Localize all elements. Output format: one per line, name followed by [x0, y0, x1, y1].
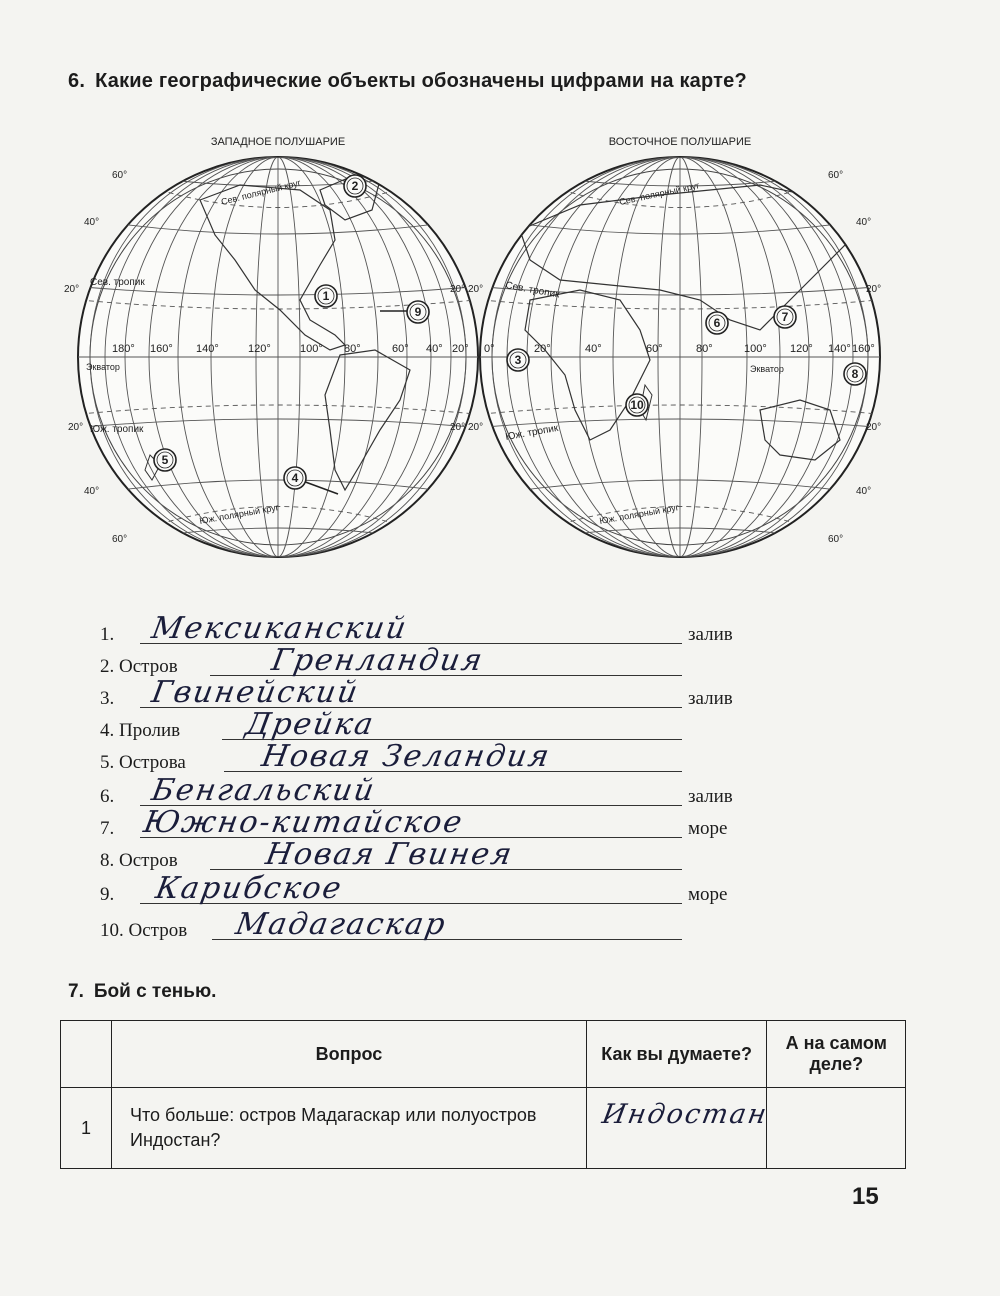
lon-label: 40°	[426, 343, 443, 355]
lat-label: 20°	[68, 422, 84, 433]
task-title: Какие географические объекты обозначены цифрами на карте?	[95, 70, 747, 92]
lon-label: 140°	[828, 343, 851, 355]
lon-label: 40°	[585, 343, 602, 355]
east-equator-label: Экватор	[750, 364, 784, 374]
west-north-polar-label: Сев. полярный круг	[220, 177, 302, 207]
western-hemisphere-title: ЗАПАДНОЕ ПОЛУШАРИЕ	[210, 136, 346, 148]
lat-label: 60°	[112, 534, 128, 545]
answer-suffix: залив	[688, 688, 733, 709]
lon-label: 20°	[534, 343, 551, 355]
lat-label: 40°	[84, 486, 100, 497]
lon-label: 100°	[300, 343, 323, 355]
lat-label: 20°	[866, 422, 882, 433]
handwritten-answer: Мексиканский	[148, 611, 411, 646]
answer-prefix: 3.	[100, 688, 115, 709]
lat-label: 60°	[828, 170, 844, 181]
row-question: Что больше: остров Мадагаскар или полуостров Индостан?	[112, 1088, 587, 1169]
row-number: 1	[61, 1088, 112, 1169]
lon-label: 60°	[392, 343, 409, 355]
answer-suffix: залив	[688, 624, 733, 645]
handwritten-answer: Бенгальский	[148, 773, 379, 808]
task-number: 7.	[68, 981, 84, 1002]
table-row	[61, 1088, 906, 1169]
lon-label: 120°	[790, 343, 813, 355]
west-north-tropic-label: Сев. тропик	[90, 277, 145, 288]
east-south-polar-label: Юж. полярный круг	[598, 502, 680, 526]
lon-label: 140°	[196, 343, 219, 355]
west-south-tropic-label: Юж. тропик	[90, 424, 144, 435]
lat-label: 40°	[84, 217, 100, 228]
answer-row-9	[100, 871, 740, 908]
task-title: Бой с тенью.	[93, 981, 217, 1002]
marker-number: 4	[291, 471, 299, 485]
task-number: 6.	[68, 70, 86, 92]
lat-label: 40°	[856, 217, 872, 228]
header-guess: Как вы думаете?	[587, 1021, 767, 1088]
table-header-row	[61, 1021, 906, 1088]
handwritten-answer: Южно-китайское	[140, 805, 467, 840]
lon-label: 180°	[112, 343, 135, 355]
lat-label: 20°	[450, 284, 466, 295]
lat-label: 60°	[828, 534, 844, 545]
lat-label: 20°	[468, 284, 484, 295]
handwritten-answer: Дрейка	[242, 707, 378, 742]
answer-row-8	[100, 837, 740, 874]
handwritten-answer: Гренландия	[268, 643, 487, 678]
lat-label: 20°	[64, 284, 80, 295]
east-north-polar-label: Сев. полярный круг	[618, 180, 701, 207]
header-question: Вопрос	[112, 1021, 587, 1088]
handwritten-answer: Гвинейский	[148, 675, 362, 710]
marker-number: 5	[161, 453, 169, 467]
lon-label: 80°	[344, 343, 361, 355]
lon-label: 60°	[646, 343, 663, 355]
answer-prefix: 7.	[100, 818, 115, 839]
answer-suffix: море	[688, 884, 728, 905]
marker-number: 2	[351, 179, 359, 193]
lat-label: 60°	[112, 170, 128, 181]
lat-label: 20°	[468, 422, 484, 433]
answer-prefix: 9.	[100, 884, 115, 905]
handwritten-answer: Мадагаскар	[232, 907, 450, 942]
row-actual-cell[interactable]	[767, 1088, 906, 1169]
handwritten-answer: Новая Зеландия	[258, 739, 554, 774]
row-guess-cell[interactable]	[587, 1088, 771, 1169]
lon-label: 160°	[150, 343, 173, 355]
lat-label: 40°	[856, 486, 872, 497]
quiz-table	[60, 1020, 906, 1169]
marker-number: 7	[781, 310, 789, 324]
answer-prefix: 1.	[100, 624, 115, 645]
task-7-heading	[68, 981, 216, 1003]
west-south-polar-label: Юж. полярный круг	[198, 502, 280, 526]
lon-label: 160°	[852, 343, 875, 355]
answer-suffix: залив	[688, 786, 733, 807]
east-south-tropic-label: Юж. тропик	[504, 422, 560, 443]
marker-number: 3	[514, 353, 522, 367]
answer-row-10	[100, 907, 740, 944]
header-num	[61, 1021, 112, 1088]
marker-number: 6	[713, 316, 721, 330]
answer-prefix: 2. Остров	[100, 656, 178, 677]
lon-label: 20°	[452, 343, 469, 355]
lon-label: 80°	[696, 343, 713, 355]
lon-label: 120°	[248, 343, 271, 355]
handwritten-answer: Карибское	[152, 871, 346, 906]
answer-prefix: 5. Острова	[100, 752, 186, 773]
lon-label: 0°	[484, 343, 495, 355]
lat-label: 20°	[866, 284, 882, 295]
east-north-tropic-label: Сев. тропик	[504, 280, 561, 301]
answer-row-3	[100, 675, 740, 712]
header-actual: А на самом деле?	[767, 1021, 906, 1088]
page-number: 15	[852, 1183, 879, 1210]
answer-prefix: 10. Остров	[100, 920, 188, 941]
answer-prefix: 6.	[100, 786, 115, 807]
marker-number: 9	[414, 305, 422, 319]
marker-number: 8	[851, 367, 859, 381]
marker-number: 1	[322, 289, 330, 303]
answer-prefix: 8. Остров	[100, 850, 178, 871]
lat-label: 20°	[450, 422, 466, 433]
west-equator-label: Экватор	[86, 362, 120, 372]
eastern-hemisphere-title: ВОСТОЧНОЕ ПОЛУШАРИЕ	[608, 136, 752, 148]
handwritten-answer: Новая Гвинея	[262, 837, 517, 872]
answer-suffix: море	[688, 818, 728, 839]
answer-prefix: 4. Пролив	[100, 720, 181, 741]
marker-number: 10	[630, 398, 644, 412]
handwritten-guess: Индостан	[599, 1098, 771, 1130]
answer-row-5	[100, 739, 740, 776]
lon-label: 100°	[744, 343, 767, 355]
